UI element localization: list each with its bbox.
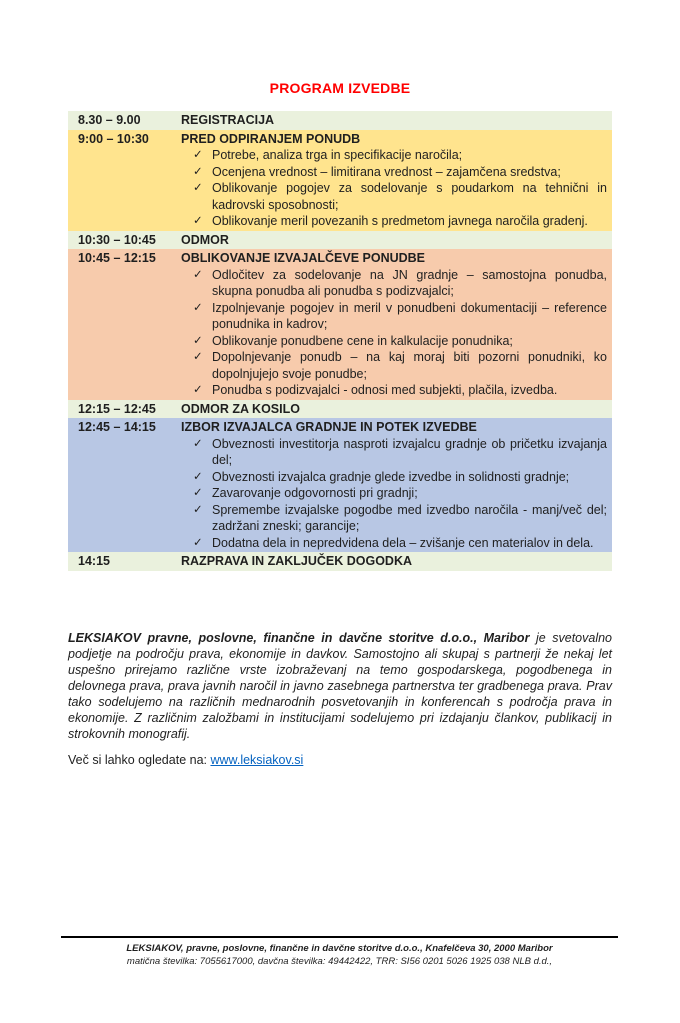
- activity-heading: OBLIKOVANJE IZVAJALČEVE PONUDBE: [181, 251, 426, 265]
- time-cell: 10:45 – 12:15: [78, 251, 156, 265]
- page-title: PROGRAM IZVEDBE: [269, 80, 411, 96]
- footer-line1: LEKSIAKOV, pravne, poslovne, finančne in davčne storitve d.o.o., Knafelčeva 30, 2000 Maribor: [126, 943, 553, 954]
- activity-heading: ODMOR: [181, 232, 229, 247]
- footer-divider: [61, 936, 618, 938]
- time-cell: 14:15: [78, 554, 110, 568]
- checkmark-icon: ✓: [193, 215, 203, 227]
- footer-line2: matična številka: 7055617000, davčna številka: 49442422, TRR: SI56 0201 5026 1925 038 NLB d.d.,: [126, 956, 553, 967]
- agenda-item: ✓ Spremembe izvajalske pogodbe med izvedbo naročila - manj/več del; zadržani zneski; garancije;: [193, 502, 607, 533]
- time-cell: 10:30 – 10:45: [78, 232, 156, 247]
- agenda-item: ✓ Ponudba s podizvajalci - odnosi med subjekti, plačila, izvedba.: [193, 383, 558, 397]
- agenda-item: ✓ Odločitev za sodelovanje na JN gradnje – samostojna ponudba, skupna ponudba ali ponudba s podizvajalci;: [193, 267, 607, 298]
- schedule-row-5: [68, 400, 612, 419]
- agenda-item: ✓ Potrebe, analiza trga in specifikacije naročila;: [193, 148, 463, 162]
- agenda-item: ✓ Dodatna dela in nepredvidena dela – zvišanje cen materialov in dela.: [193, 535, 594, 550]
- agenda-list: [181, 267, 607, 399]
- about-text: je svetovalno podjetje na področju prava, ekonomije in davkov. Samostojno ali skupaj s partnerji že nekaj let uspešno prirejamo različne vrste izobraževanj na temo gospodarskega, pogodbenega in delovnega prava, prava javnih naročil in javno zasebnega partnerstva ter gradbenega prava. Prav tako sodelujemo na različnih mednarodnih posvetovanjih in konferencah s področja prava in ekonomije. Z različnim založbami in institucijami sodelujemo pri izdajanju člankov, publikacij in strokovnih monografij.: [68, 630, 613, 741]
- agenda-list: [181, 436, 607, 552]
- checkmark-icon: ✓: [193, 268, 203, 281]
- time-cell: 8.30 – 9.00: [78, 113, 141, 127]
- agenda-item: ✓ Obveznosti izvajalca gradnje glede izvedbe in solidnosti gradnje;: [193, 469, 570, 484]
- schedule-row-2: [68, 130, 612, 231]
- checkmark-icon: ✓: [193, 487, 203, 499]
- activity-heading: ODMOR ZA KOSILO: [181, 401, 300, 416]
- checkmark-icon: ✓: [193, 301, 203, 314]
- checkmark-icon: ✓: [193, 470, 203, 483]
- activity-heading: PRED ODPIRANJEM PONUDB: [181, 131, 361, 146]
- time-cell: 12:15 – 12:45: [78, 401, 156, 416]
- footer: [61, 936, 618, 968]
- activity-heading: IZBOR IZVAJALCA GRADNJE IN POTEK IZVEDBE: [181, 420, 477, 434]
- agenda-item: ✓ Oblikovanje pogojev za sodelovanje s poudarkom na tehnični in kadrovski sposobnosti;: [193, 181, 607, 212]
- checkmark-icon: ✓: [193, 503, 203, 516]
- agenda-item: ✓ Dopolnjevanje ponudb – na kaj moraj biti pozorni ponudniki, ko dopolnjujejo svoje ponudbe;: [193, 350, 607, 381]
- agenda-item: ✓ Oblikovanje meril povezanih s predmetom javnega naročila gradenj.: [193, 214, 588, 228]
- about-paragraph: [68, 630, 612, 742]
- agenda-item: ✓ Zavarovanje odgovornosti pri gradnji;: [193, 486, 418, 500]
- checkmark-icon: ✓: [193, 351, 203, 363]
- schedule-row-1: [68, 111, 612, 130]
- agenda-list: [181, 147, 607, 230]
- website-link[interactable]: www.leksiakov.si: [210, 752, 304, 767]
- agenda-item: ✓ Obveznosti investitorja nasproti izvajalcu gradnje ob pričetku izvajanja del;: [193, 436, 607, 467]
- schedule-table: [68, 111, 612, 571]
- checkmark-icon: ✓: [193, 334, 203, 347]
- document-page: [0, 80, 680, 767]
- checkmark-icon: ✓: [193, 149, 203, 161]
- checkmark-icon: ✓: [193, 437, 203, 450]
- company-name-lead: LEKSIAKOV pravne, poslovne, finančne in davčne storitve d.o.o., Maribor: [68, 630, 530, 645]
- schedule-row-3: [68, 231, 612, 250]
- checkmark-icon: ✓: [193, 182, 203, 194]
- checkmark-icon: ✓: [193, 165, 203, 178]
- time-cell: 9:00 – 10:30: [78, 131, 149, 146]
- schedule-row-7: [68, 552, 612, 571]
- agenda-item: ✓ Izpolnjevanje pogojev in meril v ponudbeni dokumentaciji – reference ponudnika in kadrov;: [193, 300, 607, 331]
- activity-heading: REGISTRACIJA: [181, 113, 275, 127]
- schedule-row-6: [68, 418, 612, 552]
- schedule-row-4: [68, 249, 612, 400]
- time-cell: 12:45 – 14:15: [78, 420, 156, 434]
- agenda-item: ✓ Ocenjena vrednost – limitirana vrednost – zajamčena sredstva;: [193, 164, 561, 179]
- website-line-prefix: Več si lahko ogledate na:: [68, 752, 211, 767]
- checkmark-icon: ✓: [193, 536, 203, 549]
- checkmark-icon: ✓: [193, 384, 203, 396]
- agenda-item: ✓ Oblikovanje ponudbene cene in kalkulacije ponudnika;: [193, 333, 513, 348]
- activity-heading: RAZPRAVA IN ZAKLJUČEK DOGODKA: [181, 554, 413, 568]
- website-line: [68, 753, 612, 767]
